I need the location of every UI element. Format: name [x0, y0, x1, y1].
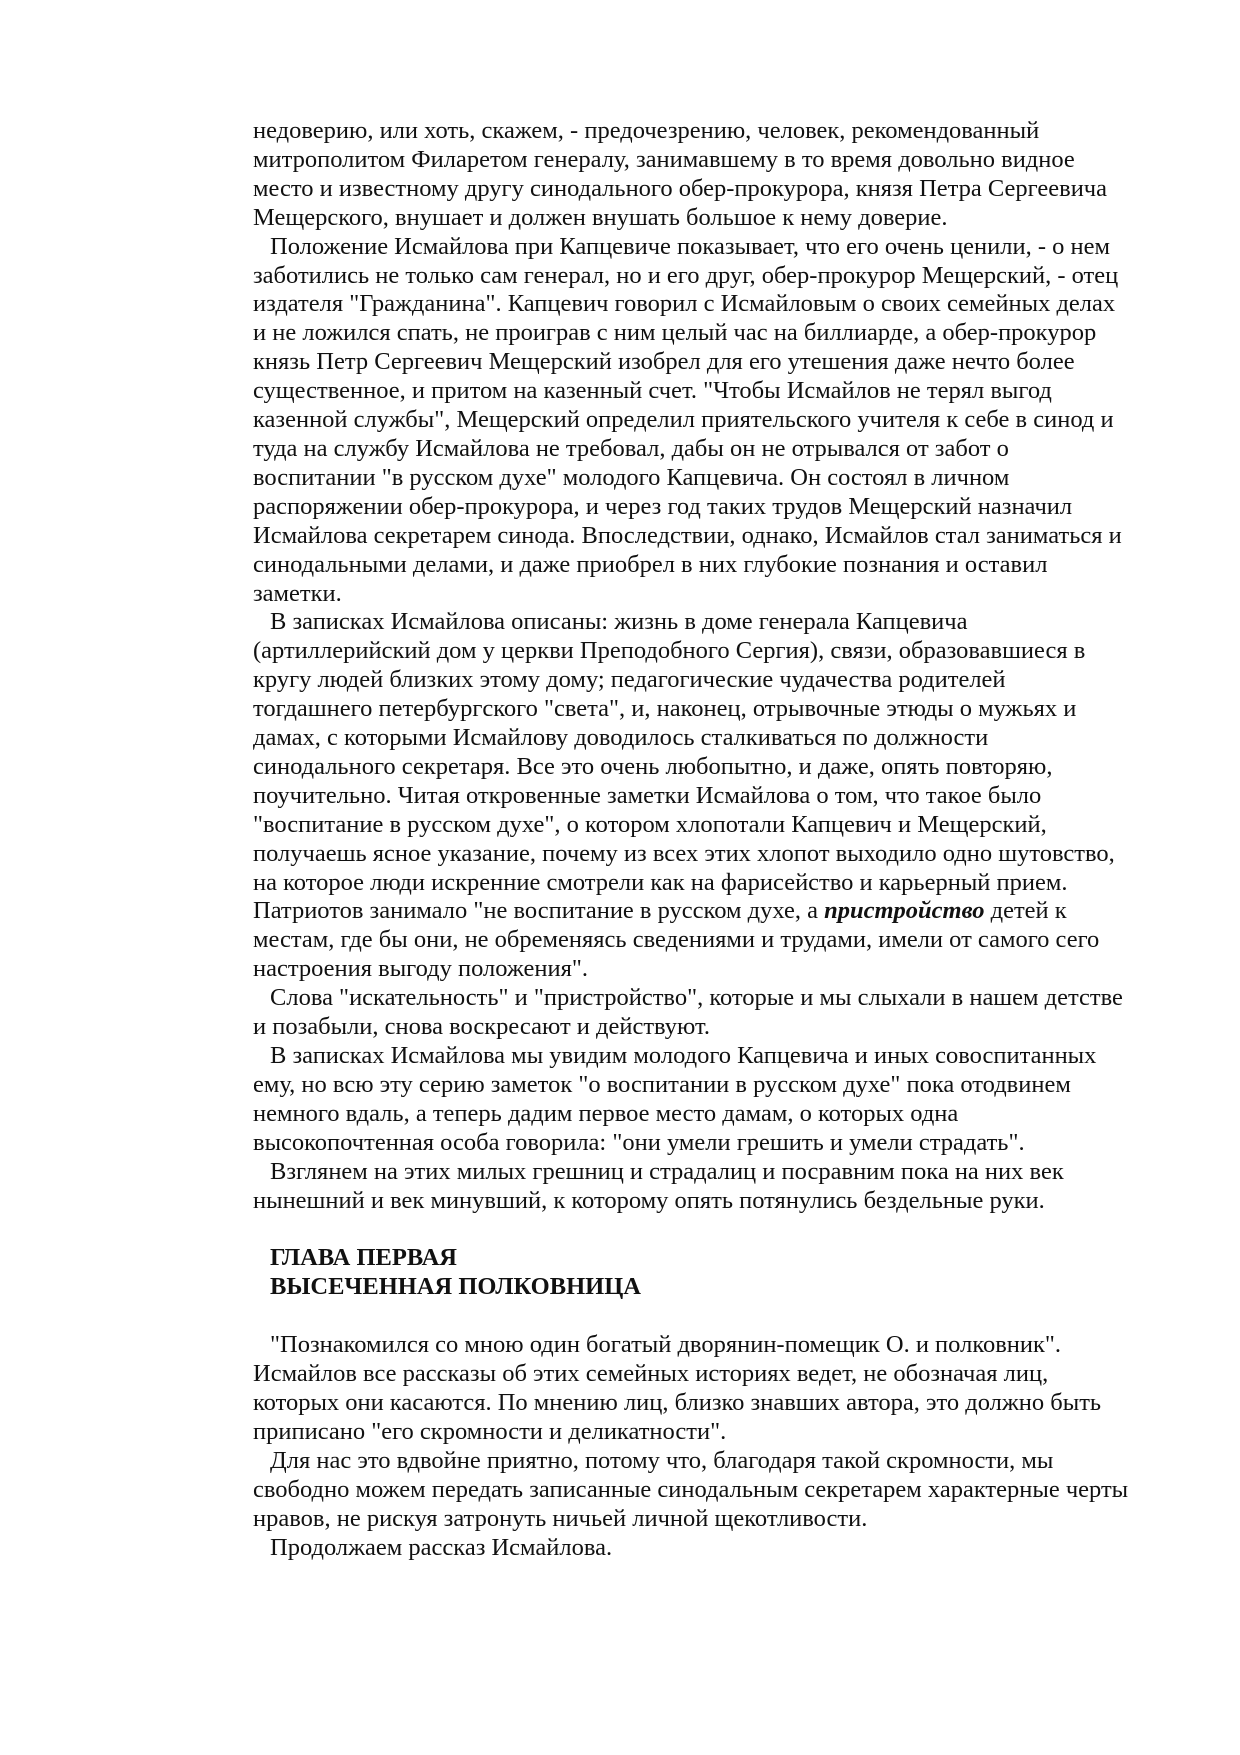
text-line: (артиллерийский дом у церкви Преподобного Сергия), связи, образовавшиеся в [253, 637, 1086, 665]
paragraph-3 [253, 608, 1153, 984]
text-line: заметки. [253, 579, 342, 607]
text-line: недоверию, или хоть, скажем, - предочезрению, человек, рекомендованный [253, 117, 1040, 144]
text-line: Взглянем на этих милых грешниц и страдалиц и посравним пока на них век [270, 1157, 1064, 1185]
text-line: синодального секретаря. Все это очень любопытно, и даже, опять повторяю, [253, 752, 1053, 780]
text-line: Для нас это вдвойне приятно, потому что, благодаря такой скромности, мы [270, 1446, 1054, 1474]
text-line: и не ложился спать, не проиграв с ним целый час на биллиарде, а обер-прокурор [253, 319, 1097, 347]
text-line: кругу людей близких этому дому; педагогические чудачества родителей [253, 666, 1006, 694]
text-run: детей к [984, 897, 1067, 925]
text-line: митрополитом Филаретом генералу, занимавшему в то время довольно видное [253, 145, 1075, 173]
text-line: туда на службу Исмайлова не требовал, дабы он не отрывался от забот о [253, 434, 1009, 462]
text-line: Положение Исмайлова при Капцевиче показывает, что его очень ценили, - о нем [270, 232, 1111, 260]
text-line: ему, но всю эту серию заметок "о воспитании в русском духе" пока отодвинем [253, 1070, 1071, 1098]
text-line: место и известному другу синодального обер-прокурора, князя Петра Сергеевича [253, 174, 1108, 202]
text-line: нравов, не рискуя затронуть ничьей личной щекотливости. [253, 1504, 868, 1532]
text-line: немного вдаль, а теперь дадим первое место дамам, о которых одна [253, 1099, 959, 1127]
text-line: воспитании "в русском духе" молодого Капцевича. Он состоял в личном [253, 463, 1010, 491]
text-line: дамах, с которыми Исмайлову доводилось сталкиваться по должности [253, 724, 989, 752]
text-line: существенное, и притом на казенный счет. "Чтобы Исмайлов не терял выгод [253, 377, 1052, 405]
chapter-title: ВЫСЕЧЕННАЯ ПОЛКОВНИЦА [270, 1273, 641, 1301]
text-line: приписано "его скромности и деликатности". [253, 1417, 727, 1445]
paragraph-8 [253, 1447, 1153, 1534]
chapter-number: ГЛАВА ПЕРВАЯ [270, 1244, 458, 1272]
text-line: и позабыли, снова воскресают и действуют. [253, 1013, 710, 1041]
paragraph-9 [253, 1534, 1153, 1563]
text-line: заботились не только сам генерал, но и его друг, обер-прокурор Мещерский, - отец [253, 261, 1119, 289]
text-line: В записках Исмайлова мы увидим молодого Капцевича и иных совоспитанных [270, 1042, 1097, 1069]
paragraph-4 [253, 984, 1153, 1042]
text-line: настроения выгоду положения". [253, 955, 589, 983]
text-line: князь Петр Сергеевич Мещерский изобрел для его утешения даже нечто более [253, 348, 1075, 376]
text-line-with-emphasis [253, 897, 1153, 926]
text-line: высокопочтенная особа говорила: "они умели грешить и умели страдать". [253, 1128, 1025, 1156]
text-line: Исмайлов все рассказы об этих семейных историях ведет, не обозначая лиц, [253, 1360, 1049, 1388]
text-line: свободно можем передать записанные синодальным секретарем характерные черты [253, 1475, 1129, 1503]
document-page [253, 117, 1153, 1563]
paragraph-7 [253, 1331, 1153, 1447]
text-line: "Познакомился со мною один богатый дворянин-помещик О. и полковник". [270, 1331, 1062, 1359]
chapter-heading [253, 1244, 1153, 1302]
text-line: В записках Исмайлова описаны: жизнь в доме генерала Капцевича [270, 608, 968, 636]
text-line: Мещерского, внушает и должен внушать большое к нему доверие. [253, 203, 948, 231]
text-run: Патриотов занимало "не воспитание в русском духе, а [253, 897, 825, 925]
text-line: поучительно. Читая откровенные заметки Исмайлова о том, что такое было [253, 781, 1042, 809]
text-line: издателя "Гражданина". Капцевич говорил с Исмайловым о своих семейных делах [253, 290, 1116, 318]
paragraph-6 [253, 1158, 1153, 1216]
text-line: местам, где бы они, не обременяясь сведениями и трудами, имели от самого сего [253, 926, 1100, 954]
text-line: синодальными делами, и даже приобрел в них глубокие познания и оставил [253, 550, 1048, 578]
text-line: Слова "искательность" и "пристройство", которые и мы слыхали в нашем детстве [270, 984, 1123, 1012]
paragraph-5 [253, 1042, 1153, 1158]
emphasized-word: пристройство [824, 897, 985, 925]
text-line: тогдашнего петербургского "света", и, наконец, отрывочные этюды о мужьях и [253, 695, 1077, 723]
text-line: казенной службы", Мещерский определил приятельского учителя к себе в синод и [253, 406, 1114, 434]
text-line: Продолжаем рассказ Исмайлова. [270, 1533, 613, 1561]
spacer [253, 1302, 1153, 1331]
text-line: Исмайлова секретарем синода. Впоследствии, однако, Исмайлов стал заниматься и [253, 521, 1122, 549]
text-line: на которое люди искренние смотрели как на фарисейство и карьерный прием. [253, 868, 1068, 896]
text-line: которых они касаются. По мнению лиц, близко знавших автора, это должно быть [253, 1389, 1102, 1417]
text-line: нынешний и век минувший, к которому опять потянулись бездельные руки. [253, 1186, 1045, 1214]
text-line: "воспитание в русском духе", о котором хлопотали Капцевич и Мещерский, [253, 810, 1047, 838]
spacer [253, 1215, 1153, 1244]
paragraph-2 [253, 233, 1153, 609]
text-line: получаешь ясное указание, почему из всех этих хлопот выходило одно шутовство, [253, 839, 1115, 867]
paragraph-1 [253, 117, 1153, 233]
text-line: распоряжении обер-прокурора, и через год таких трудов Мещерский назначил [253, 492, 1073, 520]
